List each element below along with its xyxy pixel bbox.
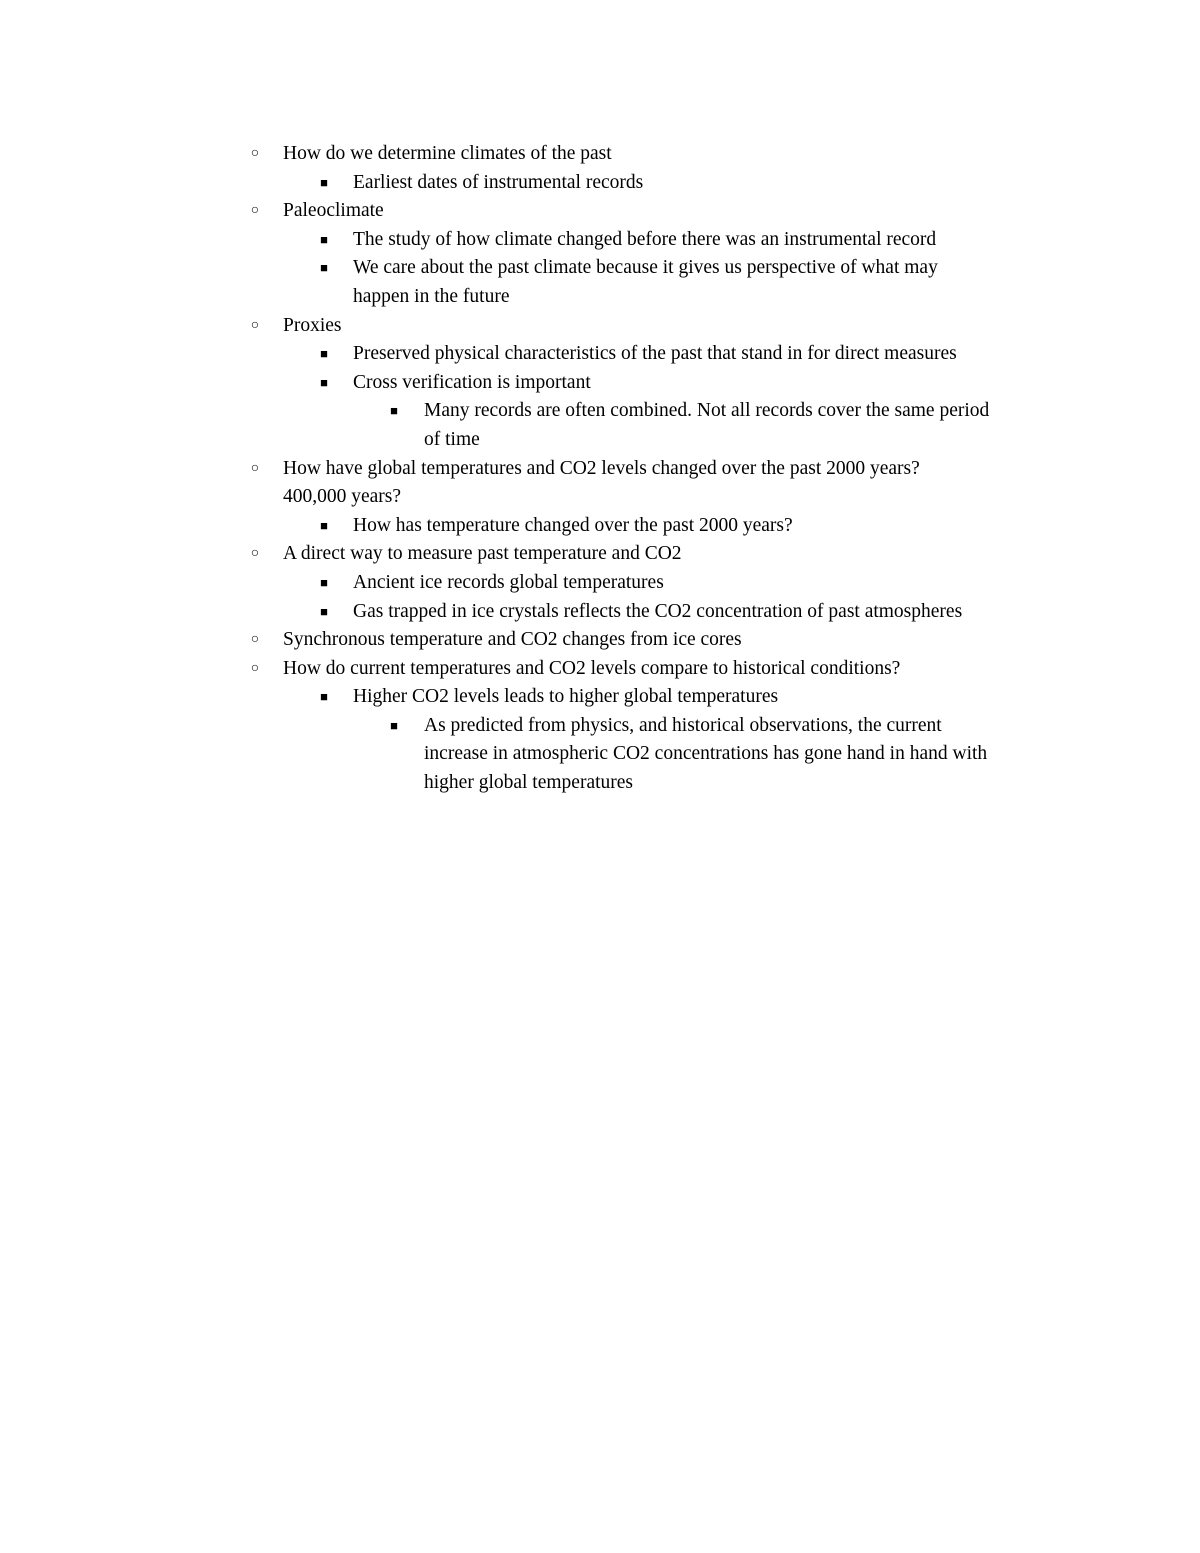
filled-square-bullet-icon: ■ — [390, 403, 398, 419]
list-item — [244, 397, 1064, 426]
list-item-text-continued: of time — [424, 428, 480, 450]
list-item — [244, 226, 1064, 255]
list-item-continuation — [244, 740, 1064, 769]
list-item — [244, 683, 1064, 712]
hollow-circle-bullet-icon: ○ — [250, 660, 260, 676]
hollow-circle-bullet-icon: ○ — [250, 632, 260, 648]
list-item — [244, 197, 1064, 226]
list-item — [244, 540, 1064, 569]
list-item-text-continued: increase in atmospheric CO2 concentrations has gone hand in hand with — [424, 743, 988, 765]
filled-square-bullet-icon: ■ — [320, 374, 328, 390]
list-item — [244, 512, 1064, 541]
list-item-text-continued: higher global temperatures — [424, 772, 634, 794]
hollow-circle-bullet-icon: ○ — [250, 460, 260, 476]
list-item-text: Preserved physical characteristics of the past that stand in for direct measures — [353, 343, 957, 365]
list-item-continuation — [244, 769, 1064, 798]
list-item-text: Earliest dates of instrumental records — [353, 171, 644, 193]
list-item — [244, 169, 1064, 198]
list-item-continuation — [244, 283, 1064, 312]
list-item — [244, 369, 1064, 398]
hollow-circle-bullet-icon: ○ — [250, 546, 260, 562]
list-item — [244, 140, 1064, 169]
filled-square-bullet-icon: ■ — [320, 603, 328, 619]
list-item — [244, 655, 1064, 684]
list-item-text: A direct way to measure past temperature and CO2 — [283, 543, 682, 565]
list-item-text: We care about the past climate because it gives us perspective of what may — [353, 257, 938, 279]
list-item-text: Paleoclimate — [283, 200, 384, 222]
list-item-text: As predicted from physics, and historical observations, the current — [424, 714, 942, 736]
list-item — [244, 598, 1064, 627]
filled-square-bullet-icon: ■ — [320, 517, 328, 533]
list-item — [244, 455, 1064, 484]
filled-square-bullet-icon: ■ — [320, 689, 328, 705]
list-item-text: Higher CO2 levels leads to higher global temperatures — [353, 686, 779, 708]
notes-outline — [244, 140, 1064, 798]
list-item-text: Gas trapped in ice crystals reflects the CO2 concentration of past atmospheres — [353, 600, 963, 622]
list-item-text: How do current temperatures and CO2 levels compare to historical conditions? — [283, 657, 901, 679]
list-item — [244, 340, 1064, 369]
list-item-text: How has temperature changed over the past 2000 years? — [353, 514, 793, 536]
filled-square-bullet-icon: ■ — [390, 717, 398, 733]
filled-square-bullet-icon: ■ — [320, 174, 328, 190]
list-item-text: Cross verification is important — [353, 371, 591, 393]
list-item-text: How have global temperatures and CO2 levels changed over the past 2000 years? — [283, 457, 920, 479]
list-item-text: How do we determine climates of the past — [283, 143, 612, 164]
list-item-continuation — [244, 483, 1064, 512]
filled-square-bullet-icon: ■ — [320, 346, 328, 362]
hollow-circle-bullet-icon: ○ — [250, 146, 260, 161]
list-item — [244, 569, 1064, 598]
list-item-text: Ancient ice records global temperatures — [353, 571, 664, 593]
hollow-circle-bullet-icon: ○ — [250, 317, 260, 333]
hollow-circle-bullet-icon: ○ — [250, 203, 260, 219]
list-item-text: Synchronous temperature and CO2 changes from ice cores — [283, 629, 742, 651]
list-item-text-continued: happen in the future — [353, 285, 510, 307]
filled-square-bullet-icon: ■ — [320, 231, 328, 247]
list-item-text: Many records are often combined. Not all records cover the same period — [424, 400, 990, 422]
list-item — [244, 312, 1064, 341]
list-item-text-continued: 400,000 years? — [283, 486, 402, 508]
list-item-text: The study of how climate changed before there was an instrumental record — [353, 228, 937, 250]
list-item — [244, 254, 1064, 283]
list-item — [244, 712, 1064, 741]
filled-square-bullet-icon: ■ — [320, 574, 328, 590]
filled-square-bullet-icon: ■ — [320, 260, 328, 276]
list-item — [244, 626, 1064, 655]
list-item-continuation — [244, 426, 1064, 455]
list-item-text: Proxies — [283, 314, 342, 336]
